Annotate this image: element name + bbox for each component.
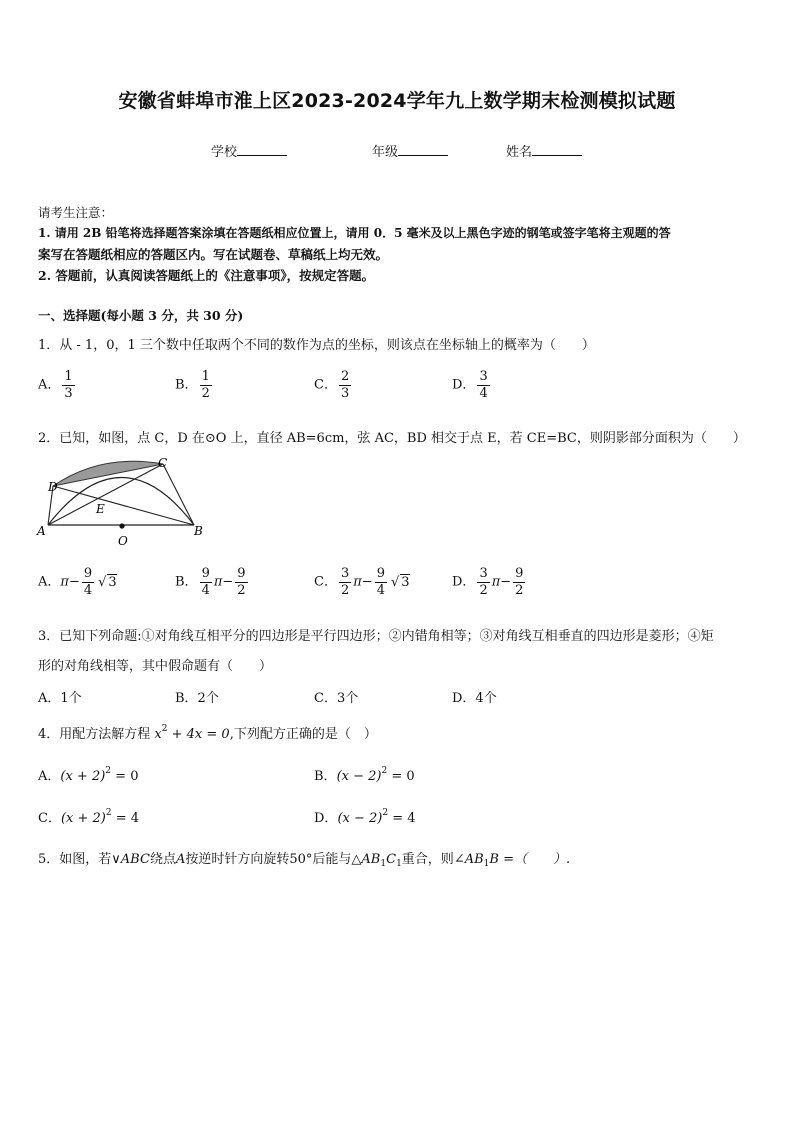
q1-option-d[interactable]: D． $\frac{3}{4}$	[452, 369, 488, 401]
fraction: $\frac{1}{3}$	[64, 369, 73, 401]
sqrt-sign: √	[98, 574, 107, 590]
section1-heading: 一、选择题(每小题 3 分，共 30 分)	[38, 308, 244, 323]
name-blank[interactable]	[532, 143, 582, 156]
school-field[interactable]	[211, 141, 287, 160]
notice-item1-line1: 1. 请用 2B 铅笔将选择题答案涂填在答题纸相应位置上，请用 0．5 毫米及以上黑色字迹的钢笔或签字笔将主观题的答	[38, 226, 671, 240]
q1-option-a[interactable]: A． $\frac{1}{3}$	[38, 369, 73, 401]
q4-option-a[interactable]: A．$(x + 2)^2 = 0$	[38, 766, 139, 784]
q1-option-c[interactable]: C． $\frac{2}{3}$	[314, 369, 350, 401]
name-label: 姓名	[506, 145, 533, 160]
q5-stem: 5．如图，若∨ABC绕点A按逆时针方向旋转50°后能与$\triangle AB_1C_1$重合，则$\angle AB_1B$ =（ ）.	[38, 852, 571, 869]
q3-option-b[interactable]: B．2个	[175, 691, 219, 706]
grade-field[interactable]	[372, 141, 448, 160]
sqrt-sign: √	[390, 574, 400, 590]
grade-label: 年级	[372, 145, 399, 160]
fraction: $\frac{2}{3}$	[340, 369, 350, 401]
center-point	[119, 523, 124, 528]
label-o: O	[118, 534, 128, 548]
fraction: $\frac{3}{2}$	[479, 566, 488, 598]
q4-option-c[interactable]: C．$(x + 2)^2 = 4$	[38, 808, 140, 826]
school-blank[interactable]	[237, 143, 287, 156]
q4-option-b[interactable]: B．$(x - 2)^2 = 0$	[314, 766, 415, 784]
name-field[interactable]	[506, 141, 582, 160]
notice-item1-line2: 案写在答题纸相应的答题区内。写在试题卷、草稿纸上均无效。	[38, 247, 389, 262]
q3-line2: 形的对角线相等，其中假命题有（ ）	[38, 659, 273, 674]
fraction: $\frac{3}{4}$	[479, 369, 488, 401]
fraction: $\frac{1}{2}$	[201, 369, 210, 401]
q2-option-c[interactable]: C． $\frac{3}{2}$ π− $\frac{9}{4}$ √ 3	[314, 566, 410, 598]
q3-option-c[interactable]: C．3个	[314, 691, 359, 706]
notice-heading: 请考生注意：	[38, 205, 114, 220]
q2-option-a[interactable]: A．π− $\frac{9}{4}$ √ 3	[38, 566, 117, 598]
q4-option-d[interactable]: D．$(x - 2)^2 = 4$	[314, 808, 416, 826]
q4-stem: 4．用配方法解方程 $x^2 + 4x = 0$,下列配方正确的是（ ）	[38, 724, 377, 742]
q3-option-a[interactable]: A．1个	[38, 691, 82, 706]
label-a: A	[37, 524, 46, 538]
fraction: $\frac{3}{2}$	[340, 566, 350, 598]
page-title: 安徽省蚌埠市淮上区2023-2024学年九上数学期末检测模拟试题	[118, 90, 676, 112]
fraction: $\frac{9}{4}$	[376, 566, 385, 598]
q2-stem: 2．已知，如图，点 C，D 在⊙O 上，直径 AB=6cm，弦 AC，BD 相交于点 E，若 CE=BC，则阴影部分面积为（ ）	[38, 431, 746, 446]
fraction: $\frac{9}{2}$	[237, 566, 246, 598]
q3-option-d[interactable]: D．4个	[452, 691, 497, 706]
fraction: $\frac{9}{4}$	[83, 566, 93, 598]
label-b: B	[194, 524, 203, 538]
label-c: C	[158, 456, 168, 470]
q2-option-d[interactable]: D． $\frac{3}{2}$ π− $\frac{9}{2}$	[452, 566, 524, 598]
label-e: E	[96, 502, 105, 516]
q3-line1: 3．已知下列命题:①对角线互相平分的四边形是平行四边形；②内错角相等；③对角线互相垂直的四边形是菱形；④矩	[38, 629, 714, 644]
fraction: $\frac{9}{4}$	[201, 566, 210, 598]
q1-stem: 1．从 - 1，0，1 三个数中任取两个不同的数作为点的坐标，则该点在坐标轴上的概率为（ ）	[38, 338, 595, 353]
q2-figure	[36, 455, 206, 550]
notice-item2: 2. 答题前，认真阅读答题纸上的《注意事项》，按规定答题。	[38, 268, 375, 283]
school-label: 学校	[211, 145, 238, 160]
grade-blank[interactable]	[398, 143, 448, 156]
label-d: D	[48, 480, 58, 494]
q2-option-b[interactable]: B． $\frac{9}{4}$ π− $\frac{9}{2}$	[175, 566, 246, 598]
q1-option-b[interactable]: B． $\frac{1}{2}$	[175, 369, 210, 401]
fraction: $\frac{9}{2}$	[515, 566, 524, 598]
